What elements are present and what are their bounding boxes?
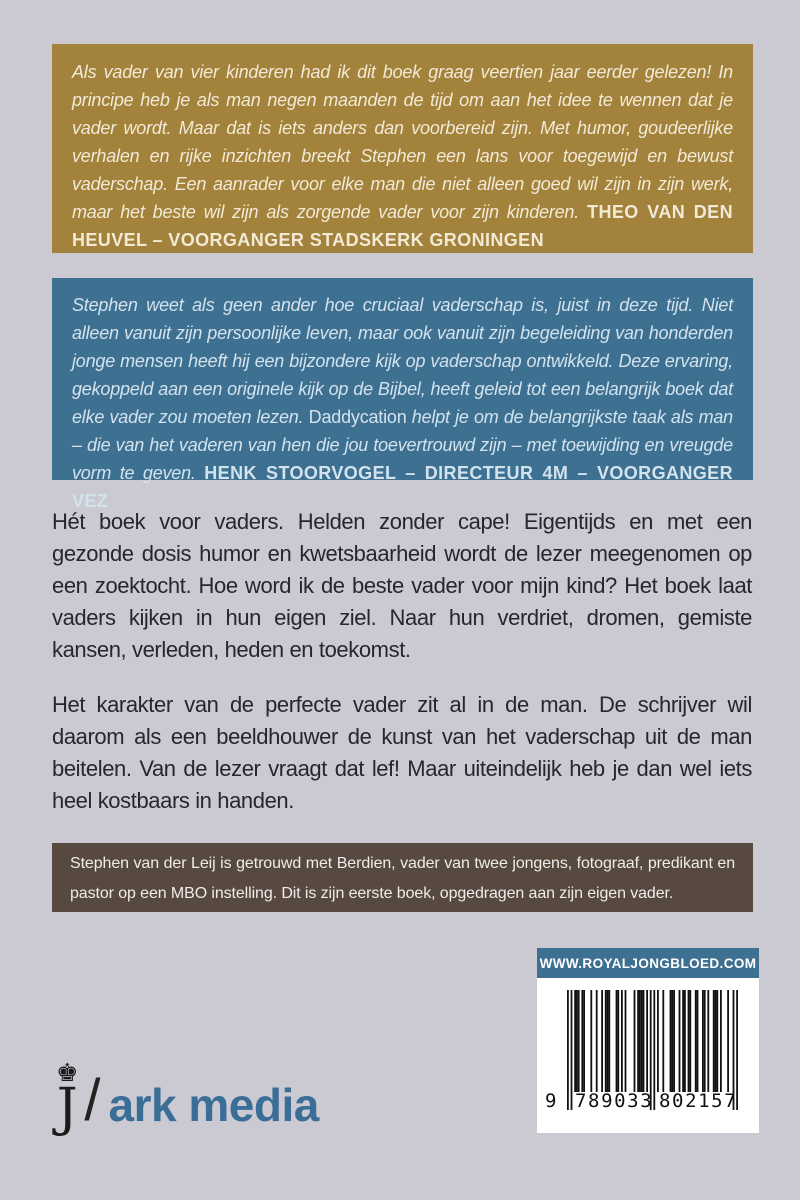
book-title: Daddycation: [308, 407, 407, 427]
website-banner: [537, 948, 759, 978]
author-note-text: Stephen van der Leij is getrouwd met Berdien, vader van twee jongens, fotograaf, predikant en pastor op een MBO instelling. Dit is zijn eerste boek, opgedragen aan zijn eigen vader.: [70, 855, 735, 902]
synopsis-paragraph-2: Het karakter van de perfecte vader zit al in de man. De schrijver wil daarom als een beeldhouwer de kunst van het vaderschap uit de man beitelen. Van de lezer vraagt dat lef! Maar uiteindelijk heb je dan wel iets heel kostbaars in handen.: [52, 692, 752, 813]
author-note: [52, 843, 753, 912]
isbn-digit-first: 9: [545, 1090, 559, 1112]
endorsement-gold-attribution: THEO VAN DEN HEUVEL – VOORGANGER STADSKERK GRONINGEN: [72, 202, 733, 250]
isbn-digit-group2: 802157: [659, 1090, 738, 1112]
synopsis: [52, 506, 752, 840]
isbn-digit-group1: 789033: [575, 1090, 654, 1112]
website-url: WWW.ROYALJONGBLOED.COM: [539, 955, 757, 971]
endorsement-blue-attribution: HENK STOORVOGEL – DIRECTEUR 4M – VOORGANGER VEZ: [72, 463, 733, 511]
endorsement-gold: [52, 44, 753, 253]
crown-icon: ♚: [56, 1058, 79, 1087]
barcode-panel: [537, 978, 759, 1133]
monogram-letter: J: [56, 1078, 78, 1138]
endorsement-gold-quote: Als vader van vier kinderen had ik dit boek graag veertien jaar eerder gelezen! In principe heb je als man negen maanden de tijd om aan het idee te wennen dat je vader wordt. Maar dat is iets anders dan voorbereid zijn. Met humor, goudeerlijke verhalen en rijke inzichten breekt Stephen een lans voor toegewijd en bewust vaderschap. Een aanrader voor elke man die niet alleen goed wil zijn in zijn werk, maar het beste wil zijn als zorgende vader voor zijn kinderen.: [72, 62, 733, 222]
logo-slash-icon: /: [84, 1068, 101, 1133]
endorsement-blue-quote-part1: Stephen weet als geen ander hoe cruciaal vaderschap is, juist in deze tijd. Niet alleen vanuit zijn persoonlijke leven, maar ook vanuit zijn begeleiding van honderden jonge mensen heeft hij een bijzondere kijk op vaderschap ontwikkeld. Deze ervaring, gekoppeld aan een originele kijk op de Bijbel, heeft geleid tot een belangrijk boek dat elke vader zou moeten lezen.: [72, 295, 733, 427]
publisher-logo: [56, 1058, 319, 1138]
isbn-digits: [537, 1090, 759, 1120]
endorsement-blue-quote-part2: helpt je om de belangrijkste taak als man – die van het vaderen van hen die jou toevertrouwd zijn – met toewijding en vreugde vorm te geven.: [72, 407, 733, 483]
publisher-name: ark media: [108, 1079, 319, 1131]
publisher-monogram: [56, 1058, 79, 1138]
endorsement-blue: [52, 278, 753, 511]
synopsis-paragraph-1: Hét boek voor vaders. Helden zonder cape! Eigentijds en met een gezonde dosis humor en kwetsbaarheid wordt de lezer meegenomen op een zoektocht. Hoe word ik de beste vader voor mijn kind? Het boek laat vaders kijken in hun eigen ziel. Naar hun verdriet, dromen, gemiste kansen, verleden, heden en toekomst.: [52, 509, 752, 662]
